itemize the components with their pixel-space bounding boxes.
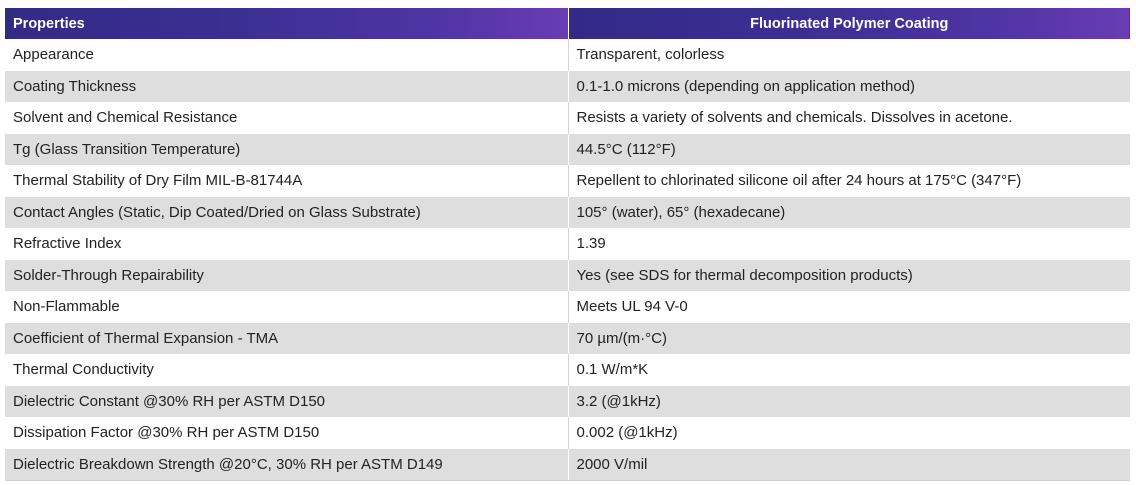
property-value-cell: 105° (water), 65° (hexadecane)	[568, 197, 1130, 229]
property-value-cell: Meets UL 94 V-0	[568, 291, 1130, 323]
table-row	[5, 134, 1130, 166]
property-name-cell: Solvent and Chemical Resistance	[5, 102, 568, 134]
properties-table	[5, 8, 1130, 481]
properties-table-container	[5, 8, 1130, 481]
property-name-cell: Coating Thickness	[5, 71, 568, 103]
table-row	[5, 102, 1130, 134]
table-row	[5, 228, 1130, 260]
property-value-cell: 3.2 (@1kHz)	[568, 386, 1130, 418]
property-value-cell: Resists a variety of solvents and chemicals. Dissolves in acetone.	[568, 102, 1130, 134]
table-row	[5, 291, 1130, 323]
property-value-cell: 70 µm/(m·°C)	[568, 323, 1130, 355]
table-row	[5, 197, 1130, 229]
property-name-cell: Solder-Through Repairability	[5, 260, 568, 292]
property-name-cell: Thermal Conductivity	[5, 354, 568, 386]
property-name-cell: Contact Angles (Static, Dip Coated/Dried on Glass Substrate)	[5, 197, 568, 229]
header-coating: Fluorinated Polymer Coating	[568, 8, 1130, 39]
table-row	[5, 354, 1130, 386]
table-row	[5, 260, 1130, 292]
property-value-cell: Yes (see SDS for thermal decomposition products)	[568, 260, 1130, 292]
property-name-cell: Tg (Glass Transition Temperature)	[5, 134, 568, 166]
table-row	[5, 449, 1130, 481]
property-name-cell: Dissipation Factor @30% RH per ASTM D150	[5, 417, 568, 449]
property-name-cell: Thermal Stability of Dry Film MIL-B-81744A	[5, 165, 568, 197]
property-name-cell: Dielectric Constant @30% RH per ASTM D150	[5, 386, 568, 418]
table-body	[5, 39, 1130, 480]
header-properties: Properties	[5, 8, 568, 39]
property-value-cell: 44.5°C (112°F)	[568, 134, 1130, 166]
table-header	[5, 8, 1130, 39]
property-value-cell: 0.1 W/m*K	[568, 354, 1130, 386]
property-value-cell: 0.002 (@1kHz)	[568, 417, 1130, 449]
property-value-cell: 0.1-1.0 microns (depending on application method)	[568, 71, 1130, 103]
property-value-cell: Transparent, colorless	[568, 39, 1130, 71]
property-value-cell: 2000 V/mil	[568, 449, 1130, 481]
table-row	[5, 417, 1130, 449]
property-value-cell: Repellent to chlorinated silicone oil after 24 hours at 175°C (347°F)	[568, 165, 1130, 197]
table-row	[5, 165, 1130, 197]
property-name-cell: Refractive Index	[5, 228, 568, 260]
table-row	[5, 323, 1130, 355]
property-name-cell: Dielectric Breakdown Strength @20°C, 30% RH per ASTM D149	[5, 449, 568, 481]
property-value-cell: 1.39	[568, 228, 1130, 260]
property-name-cell: Coefficient of Thermal Expansion - TMA	[5, 323, 568, 355]
table-row	[5, 386, 1130, 418]
property-name-cell: Appearance	[5, 39, 568, 71]
header-row	[5, 8, 1130, 39]
table-row	[5, 39, 1130, 71]
table-row	[5, 71, 1130, 103]
property-name-cell: Non-Flammable	[5, 291, 568, 323]
